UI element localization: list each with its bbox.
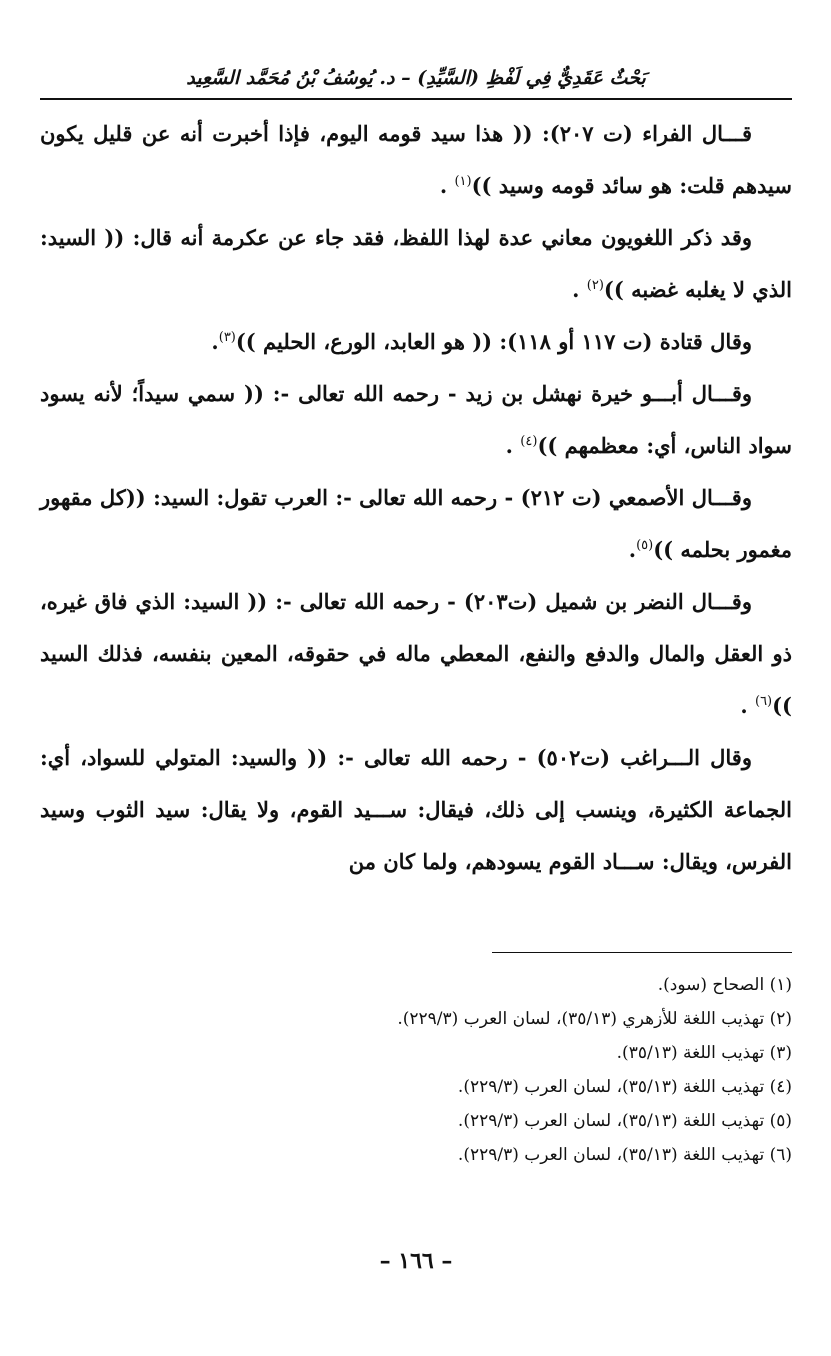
footnote-5: (٥) تهذيب اللغة (٣٥/١٣)، لسان العرب (٢٢٩/٣). — [457, 1111, 792, 1131]
paragraph-text: وقد ذكر اللغويون معاني عدة لهذا اللفظ، فقد جاء عن عكرمة أنه قال: (( السيد: الذي لا يغلبه غضبه )) — [40, 225, 792, 302]
footnote-6: (٦) تهذيب اللغة (٣٥/١٣)، لسان العرب (٢٢٩/٣). — [457, 1145, 792, 1165]
paragraph-text: قـــال الفراء (ت ٢٠٧): (( هذا سيد قومه اليوم، فإذا أخبرت أنه عن قليل يكون سيدهم قلت: هو سائد قومه وسيد )) — [40, 121, 792, 198]
footnote-3: (٣) تهذيب اللغة (٣٥/١٣). — [616, 1043, 792, 1063]
paragraph-text: وقال قتادة (ت ١١٧ أو ١١٨): (( هو العابد، الورع، الحليم )) — [235, 329, 752, 354]
paragraph-tail: . — [211, 329, 219, 354]
footnote-ref[interactable]: (٣) — [218, 330, 236, 345]
footnote-1: (١) الصحاح (سود). — [657, 975, 792, 995]
footnote-ref[interactable]: (٥) — [636, 538, 654, 553]
paragraph-text: وقـــال النضر بن شميل (ت٢٠٣) - رحمه الله تعالى -: (( السيد: الذي فاق غيره، ذو العقل والمال والدفع والنفع، المعطي ماله في حقوقه، المعين بنفسه، فذلك السيد )) — [40, 589, 792, 718]
paragraph-ikrimah — [40, 212, 792, 316]
footnote-4: (٤) تهذيب اللغة (٣٥/١٣)، لسان العرب (٢٢٩/٣). — [457, 1077, 792, 1097]
footnote-2: (٢) تهذيب اللغة للأزهري (٣٥/١٣)، لسان العرب (٢٢٩/٣). — [397, 1009, 792, 1029]
paragraph-text: وقـــال الأصمعي (ت ٢١٢) - رحمه الله تعالى -: العرب تقول: السيد: ((كل مقهور مغمور بحلمه )) — [40, 485, 792, 562]
paragraph-raghib — [40, 732, 792, 888]
paragraph-text: وقـــال أبـــو خيرة نهشل بن زيد - رحمه الله تعالى -: (( سمي سيداً؛ لأنه يسود سواد الناس، أي: معظمهم )) — [40, 381, 792, 458]
footnote-ref[interactable]: (٤) — [520, 434, 538, 449]
footnote-ref[interactable]: (٦) — [754, 694, 773, 709]
paragraph-tail: . — [505, 433, 521, 458]
document-page — [40, 60, 792, 1274]
paragraph-tail: . — [572, 277, 587, 302]
footnote-ref[interactable]: (٢) — [586, 278, 604, 293]
body-text — [40, 108, 792, 888]
paragraph-qatadah — [40, 316, 792, 368]
running-header: بَحْثٌ عَقَدِيٌّ فِي لَفْظِ (السَّيِّدِ) – د. يُوسُفُ بْنُ مُحَمَّد السَّعِيد — [40, 60, 792, 100]
paragraph-asmai — [40, 472, 792, 576]
paragraph-abu-khayrah — [40, 368, 792, 472]
footnotes — [40, 968, 792, 1172]
footnote-separator — [492, 952, 792, 953]
page-number: – ١٦٦ – — [379, 1248, 453, 1274]
footnote-ref[interactable]: (١) — [454, 174, 472, 189]
paragraph-text: وقال الـــراغب (ت٥٠٢) - رحمه الله تعالى -: (( والسيد: المتولي للسواد، أي: الجماعة الكثيرة، وينسب إلى ذلك، فيقال: ســـيد القوم، ولا يقال: سيد الثوب وسيد الفرس، ويقال: ســـاد القوم يسودهم، ولما كان من — [40, 745, 792, 874]
paragraph-tail: . — [628, 537, 637, 562]
paragraph-nadr — [40, 576, 792, 732]
paragraph-tail: . — [439, 173, 455, 198]
paragraph-farra — [40, 108, 792, 212]
paragraph-tail: . — [740, 693, 755, 718]
